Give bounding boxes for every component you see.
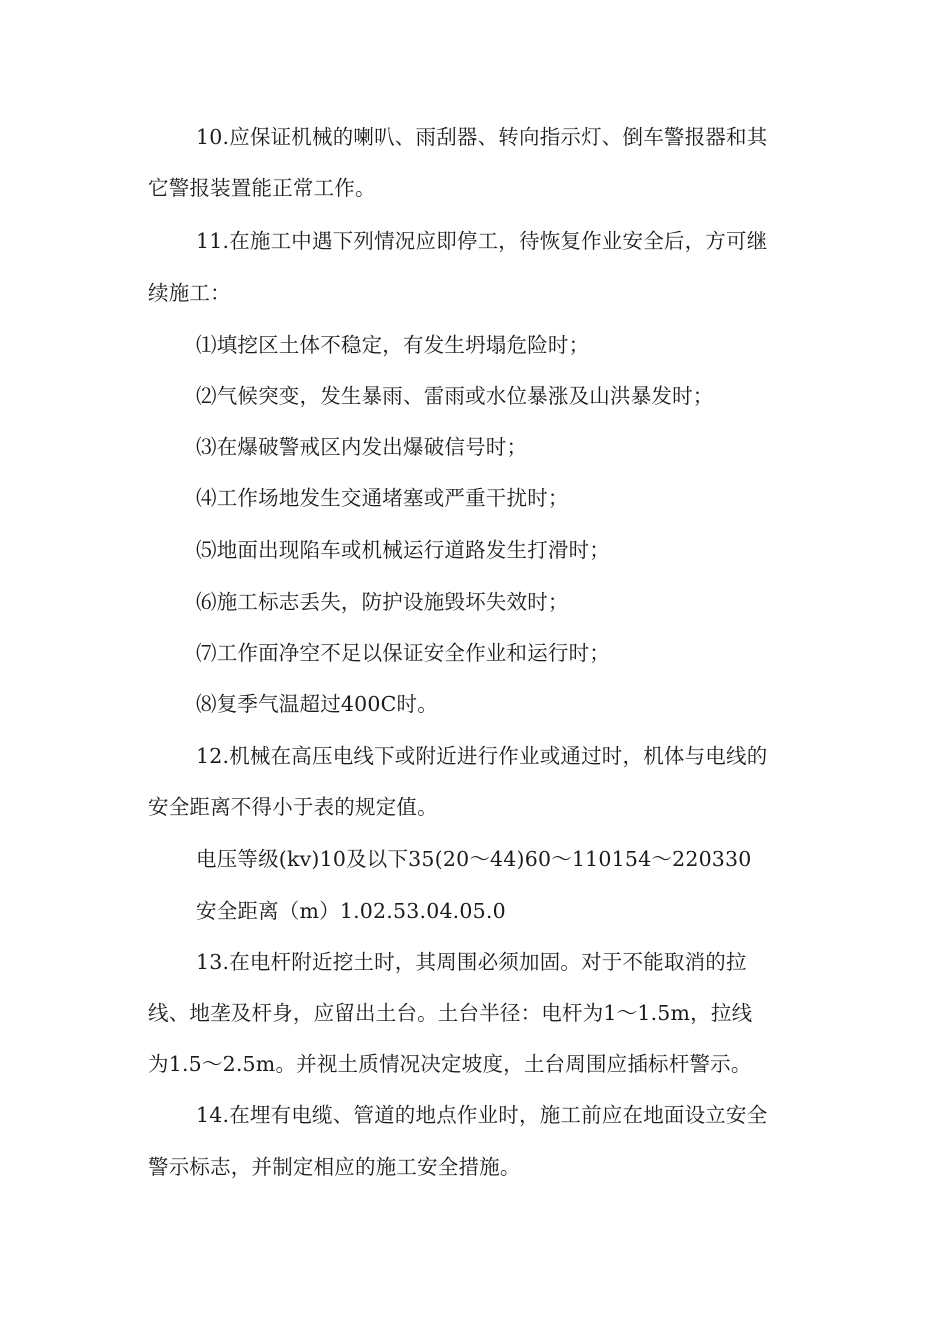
paragraph-11-line-1: 11.在施工中遇下列情况应即停工，待恢复作业安全后，方可继	[196, 229, 768, 253]
paragraph-10-line-1: 10.应保证机械的喇叭、雨刮器、转向指示灯、倒车警报器和其	[196, 125, 768, 149]
list-item-4: ⑷工作场地发生交通堵塞或严重干扰时；	[196, 486, 569, 510]
paragraph-10-line-2: 它警报装置能正常工作。	[148, 176, 376, 200]
paragraph-12-line-2: 安全距离不得小于表的规定值。	[148, 795, 438, 819]
paragraph-13-line-2: 线、地垄及杆身，应留出土台。土台半径：电杆为1～1.5m，拉线	[148, 1001, 753, 1025]
paragraph-11-line-2: 续施工：	[148, 281, 231, 305]
paragraph-13-line-3: 为1.5～2.5m。并视土质情况决定坡度，土台周围应插标杆警示。	[148, 1052, 752, 1076]
distance-row: 安全距离（m）1.02.53.04.05.0	[196, 899, 506, 923]
list-item-7: ⑺工作面净空不足以保证安全作业和运行时；	[196, 641, 610, 665]
list-item-1: ⑴填挖区土体不稳定，有发生坍塌危险时；	[196, 333, 590, 357]
list-item-6: ⑹施工标志丢失，防护设施毁坏失效时；	[196, 590, 569, 614]
list-item-8: ⑻复季气温超过400C时。	[196, 692, 438, 716]
paragraph-14-line-2: 警示标志，并制定相应的施工安全措施。	[148, 1155, 521, 1179]
paragraph-13-line-1: 13.在电杆附近挖土时，其周围必须加固。对于不能取消的拉	[196, 950, 747, 974]
paragraph-14-line-1: 14.在埋有电缆、管道的地点作业时，施工前应在地面设立安全	[196, 1103, 768, 1127]
list-item-5: ⑸地面出现陷车或机械运行道路发生打滑时；	[196, 538, 610, 562]
list-item-2: ⑵气候突变，发生暴雨、雷雨或水位暴涨及山洪暴发时；	[196, 384, 714, 408]
list-item-3: ⑶在爆破警戒区内发出爆破信号时；	[196, 435, 528, 459]
voltage-row: 电压等级(kv)10及以下35(20～44)60～110154～220330	[196, 847, 752, 871]
paragraph-12-line-1: 12.机械在高压电线下或附近进行作业或通过时，机体与电线的	[196, 744, 768, 768]
